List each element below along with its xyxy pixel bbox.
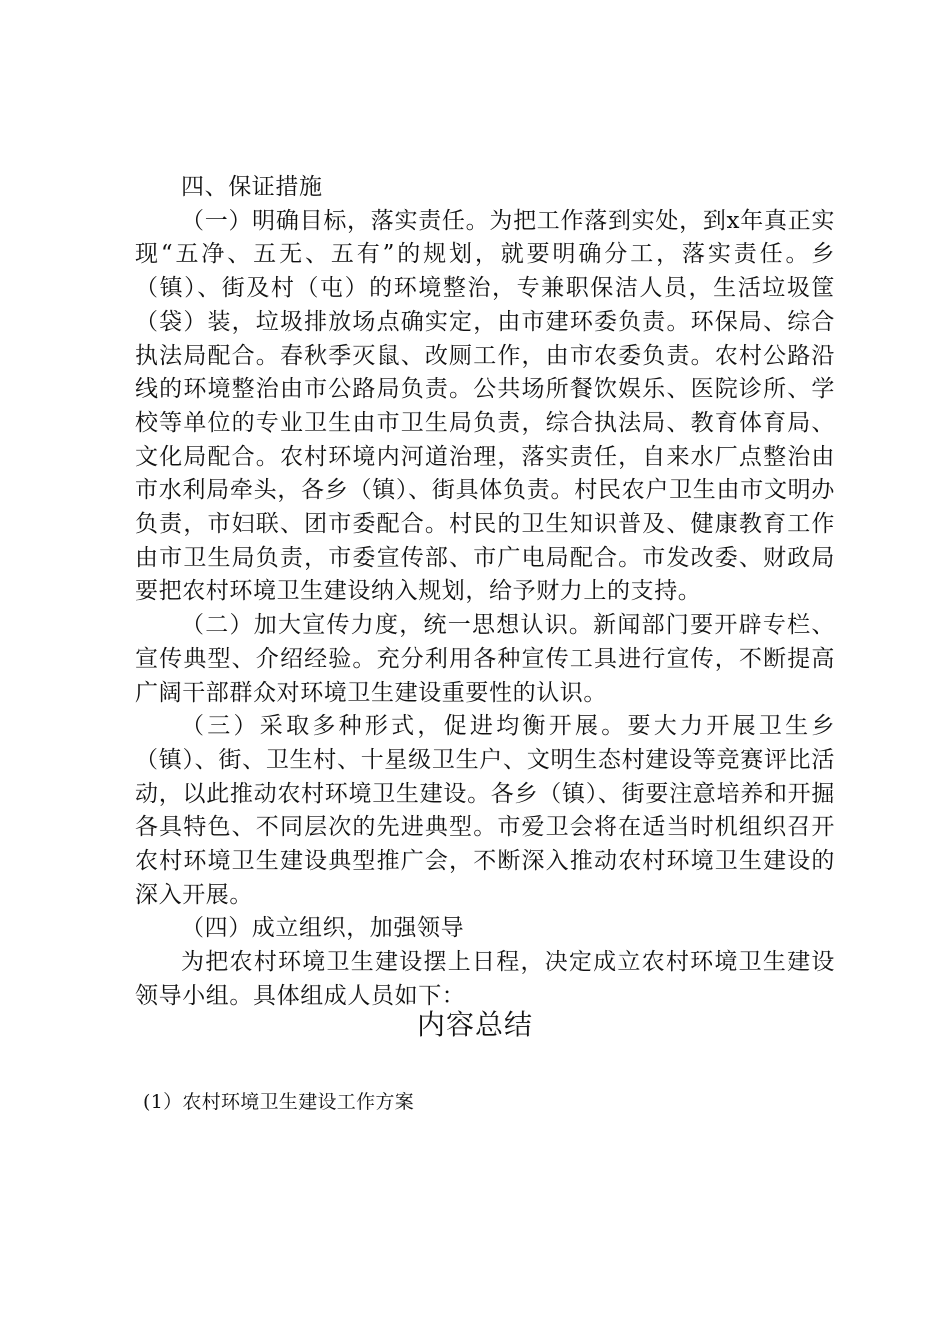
paragraph-5: 为把农村环境卫生建设摆上日程，决定成立农村环境卫生建设领导小组。具体组成人员如下：: [135, 949, 835, 1009]
section-heading: 四、保证措施: [181, 174, 323, 200]
document-body: [135, 171, 835, 1014]
paragraph-3: （三）采取多种形式，促进均衡开展。要大力开展卫生乡（镇）、街、卫生村、十星级卫生户、文明生态村建设等竞赛评比活动，以此推动农村环境卫生建设。各乡（镇）、街要注意培养和开掘各具特色、不同层次的先进典型。市爱卫会将在适当时机组织召开农村环境卫生建设典型推广会，不断深入推动农村环境卫生建设的深入开展。: [135, 713, 835, 908]
summary-item: (1）农村环境卫生建设工作方案: [143, 1091, 415, 1113]
paragraph-1: （一）明确目标，落实责任。为把工作落到实处，到x年真正实现“五净、五无、五有”的规划，就要明确分工，落实责任。乡（镇）、街及村（屯）的环境整治，专兼职保洁人员，生活垃圾筐（袋）装，垃圾排放场点确实定，由市建环委负责。环保局、综合执法局配合。春秋季灭鼠、改厕工作，由市农委负责。农村公路沿线的环境整治由市公路局负责。公共场所餐饮娱乐、医院诊所、学校等单位的专业卫生由市卫生局负责，综合执法局、教育体育局、文化局配合。农村环境内河道治理，落实责任，自来水厂点整治由市水利局牵头，各乡（镇）、街具体负责。村民农户卫生由市文明办负责，市妇联、团市委配合。村民的卫生知识普及、健康教育工作由市卫生局负责，市委宣传部、市广电局配合。市发改委、财政局要把农村环境卫生建设纳入规划，给予财力上的支持。: [135, 207, 835, 605]
summary-title: 内容总结: [416, 1008, 533, 1041]
paragraph-4: （四）成立组织，加强领导: [181, 915, 465, 942]
paragraph-2: （二）加大宣传力度，统一思想认识。新闻部门要开辟专栏、宣传典型、介绍经验。充分利用各种宣传工具进行宣传，不断提高广阔干部群众对环境卫生建设重要性的认识。: [135, 612, 835, 706]
